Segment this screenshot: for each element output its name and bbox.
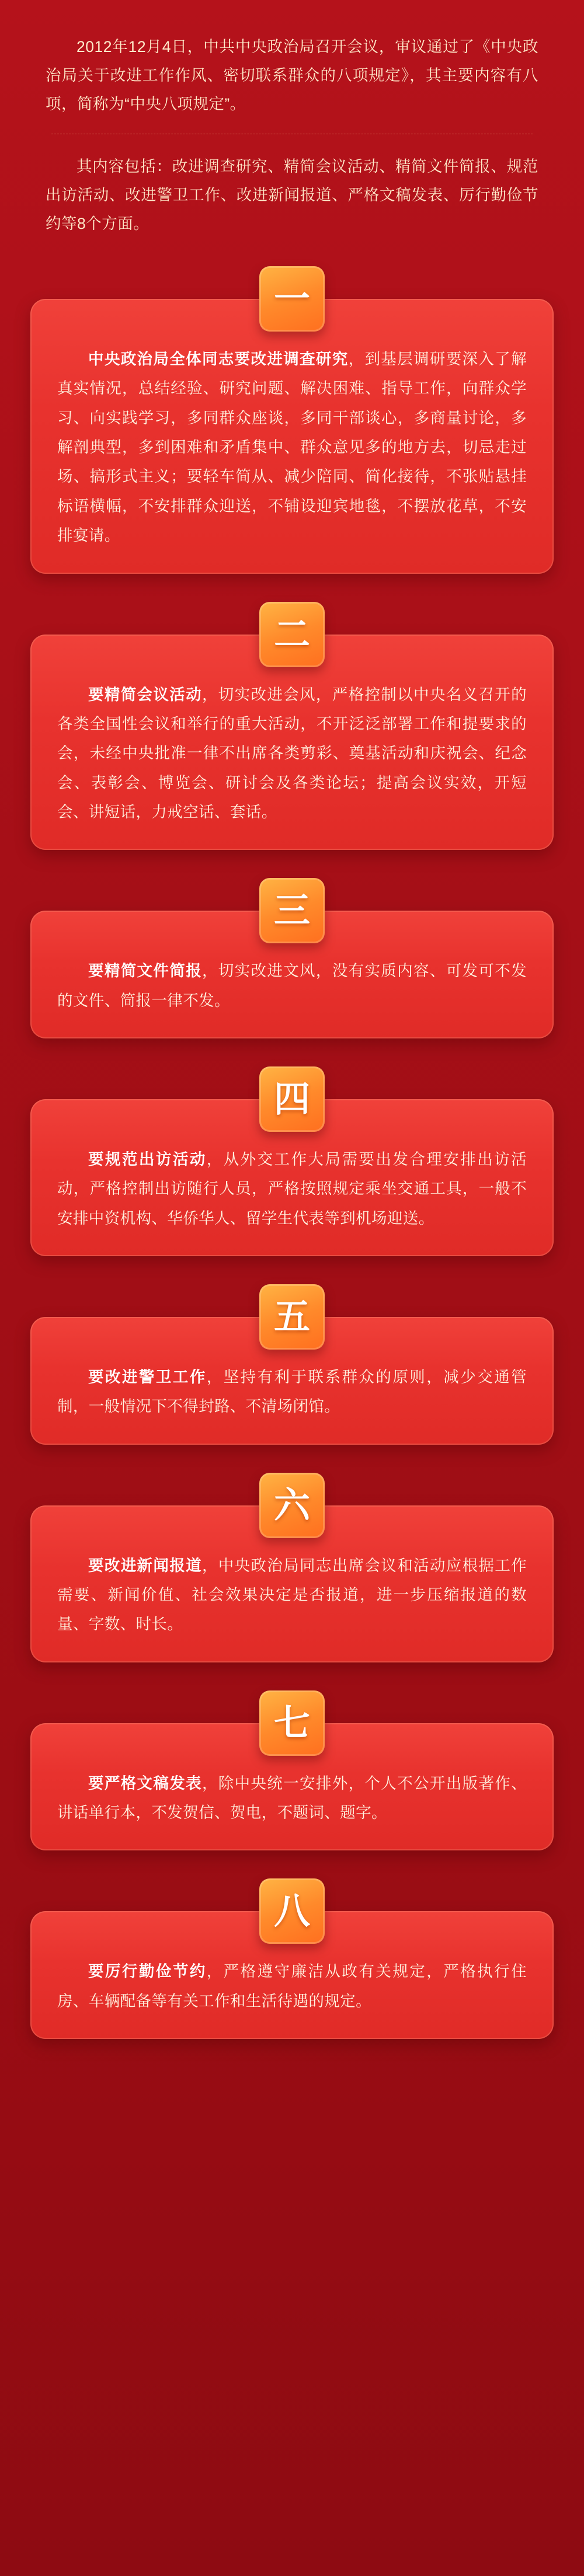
item-text-bold: 要精简文件简报 xyxy=(88,962,202,980)
item-text-rest: ，到基层调研要深入了解真实情况，总结经验、研究问题、解决困难、指导工作，向群众学习、向实践学习，多同群众座谈，多同干部谈心，多商量讨论，多解剖典型，多到困难和矛盾集中、群众意见多的地方去，切忌走过场、搞形式主义；要轻车简从、减少陪同、简化接待，不张贴悬挂标语横幅，不安排群众迎送，不铺设迎宾地毯，不摆放花草，不安排宴请。 xyxy=(57,350,527,545)
intro-section xyxy=(0,0,584,257)
item-text-rest: ，中央政治局同志出席会议和活动应根据工作需要、新闻价值、社会效果决定是否报道，进一步压缩报道的数量、字数、时长。 xyxy=(57,1556,527,1633)
item-number-badge xyxy=(259,1878,325,1944)
item-text-bold: 要规范出访活动 xyxy=(88,1150,207,1168)
item-number-label: 三 xyxy=(273,889,310,932)
item-text xyxy=(57,1362,527,1421)
item-text-rest: ，切实改进会风，严格控制以中央名义召开的各类全国性会议和举行的重大活动，不开泛泛部署工作和提要求的会，未经中央批准一律不出席各类剪彩、奠基活动和庆祝会、纪念会、表彰会、博览会、研讨会及各类论坛；提高会议实效，开短会、讲短话，力戒空话、套话。 xyxy=(57,685,527,821)
item-text-bold: 中央政治局全体同志要改进调查研究 xyxy=(88,350,349,368)
item-text-bold: 要精简会议活动 xyxy=(88,685,202,703)
list-item xyxy=(30,1473,554,1662)
item-text xyxy=(57,1145,527,1233)
item-number-label: 四 xyxy=(273,1077,310,1120)
list-item xyxy=(30,878,554,1038)
item-text-bold: 要改进警卫工作 xyxy=(88,1368,207,1386)
item-text-rest: ，坚持有利于联系群众的原则，减少交通管制，一般情况下不得封路、不清场闭馆。 xyxy=(57,1368,527,1416)
item-card xyxy=(30,299,554,573)
item-number-label: 二 xyxy=(273,612,310,656)
list-item xyxy=(30,1284,554,1445)
item-text xyxy=(57,1957,527,2016)
list-item xyxy=(30,602,554,850)
item-number-badge xyxy=(259,1473,325,1538)
item-text-rest: ，切实改进文风，没有实质内容、可发可不发的文件、简报一律不发。 xyxy=(57,962,527,1009)
item-text xyxy=(57,344,527,550)
item-text-bold: 要改进新闻报道 xyxy=(88,1556,202,1574)
list-item xyxy=(30,1690,554,1851)
intro-paragraph-2: 其内容包括：改进调查研究、精简会议活动、精简文件简报、规范出访活动、改进警卫工作、改进新闻报道、严格文稿发表、厉行勤俭节约等8个方面。 xyxy=(46,158,538,233)
item-text-rest: ，除中央统一安排外，个人不公开出版著作、讲话单行本，不发贺信、贺电，不题词、题字。 xyxy=(57,1774,527,1821)
item-number-label: 一 xyxy=(273,277,310,320)
item-number-badge xyxy=(259,1066,325,1132)
item-text xyxy=(57,1551,527,1639)
item-number-label: 五 xyxy=(273,1295,310,1338)
regulation-items-list xyxy=(0,257,584,2039)
item-text xyxy=(57,956,527,1015)
list-item xyxy=(30,1878,554,2039)
item-number-badge xyxy=(259,602,325,667)
item-text-bold: 要厉行勤俭节约 xyxy=(88,1962,207,1981)
item-number-badge xyxy=(259,1690,325,1756)
item-number-label: 七 xyxy=(273,1701,310,1744)
item-number-badge xyxy=(259,878,325,943)
item-text xyxy=(57,1769,527,1828)
item-text-bold: 要严格文稿发表 xyxy=(88,1774,202,1792)
item-text-rest: ，从外交工作大局需要出发合理安排出访活动，严格控制出访随行人员，严格按照规定乘坐交通工具，一般不安排中资机构、华侨华人、留学生代表等到机场迎送。 xyxy=(57,1150,527,1227)
list-item xyxy=(30,1066,554,1256)
item-number-label: 八 xyxy=(273,1890,310,1933)
item-text-rest: ，严格遵守廉洁从政有关规定，严格执行住房、车辆配备等有关工作和生活待遇的规定。 xyxy=(57,1962,527,2010)
intro-divider xyxy=(51,134,533,135)
item-text xyxy=(57,680,527,827)
item-number-label: 六 xyxy=(273,1483,310,1526)
item-number-badge xyxy=(259,1284,325,1350)
item-number-badge xyxy=(259,266,325,332)
intro-paragraph-1: 2012年12月4日，中共中央政治局召开会议，审议通过了《中央政治局关于改进工作作风、密切联系群众的八项规定》，其主要内容有八项，简称为“中央八项规定”。 xyxy=(46,38,538,113)
list-item xyxy=(30,266,554,573)
